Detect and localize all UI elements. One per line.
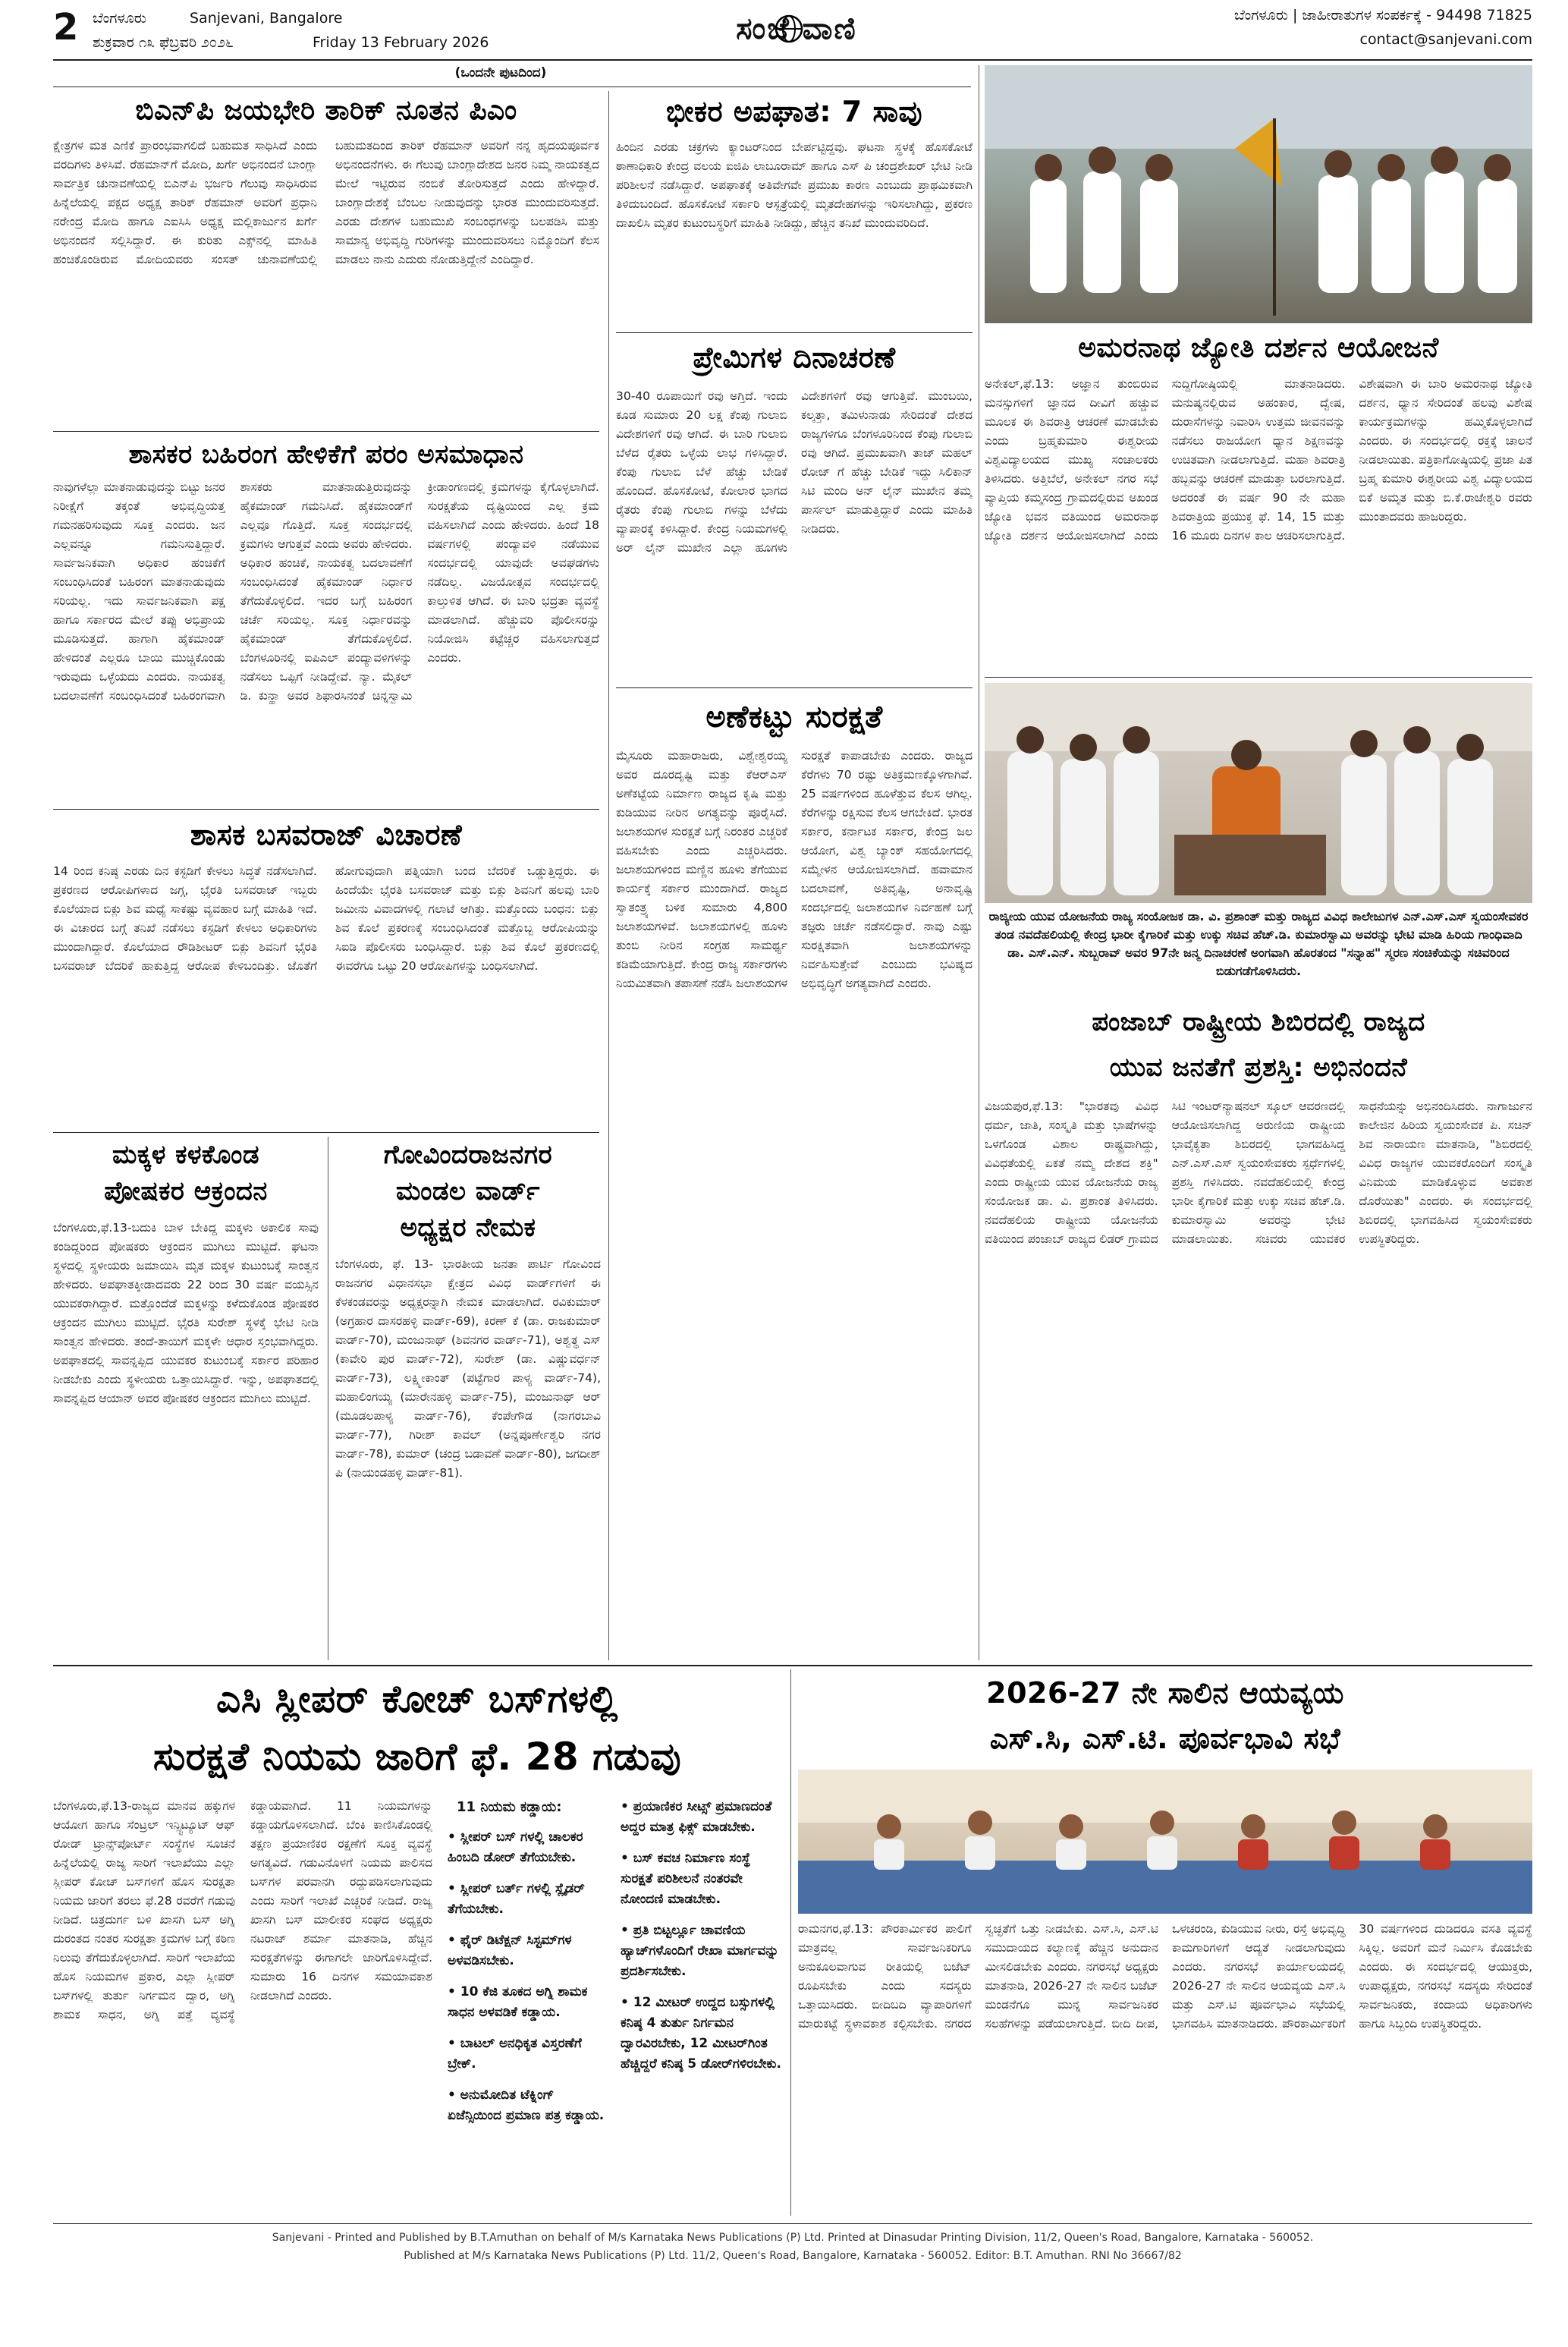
bnp-headline: ಬಿಎನ್‌ಪಿ ಜಯಭೇರಿ ತಾರಿಕ್ ನೂತನ ಪಿಎಂ (135, 95, 517, 126)
footer-line-2: Published at M/s Karnataka News Publications (P) Ltd. 11/2, Queen's Road, Bangalore, Karnataka - 560052. Editor: B.T. Amuthan. RNI No 36667/82 (404, 2250, 1182, 2262)
ward-headline-1: ಗೋವಿಂದರಾಜನಗರ (383, 1140, 553, 1170)
dam-text: ಮೈಸೂರು ಮಹಾರಾಜರು, ವಿಶ್ವೇಶ್ವರಯ್ಯ ಅವರ ದೂರದೃಷ್ಟಿ ಮತ್ತು ಕೆಆರ್‌ಎಸ್ ಅಣೆಕಟ್ಟೆಯ ನಿರ್ಮಾಣ ರಾಜ್ಯದ ಕೃಷಿ ಮತ್ತು ಕುಡಿಯುವ ನೀರಿನ ಅಗತ್ಯವನ್ನು ಪೂರೈಸಿದೆ. ಜಲಾಶಯಗಳ ಸುರಕ್ಷತೆ ಬಗ್ಗೆ ನಿರಂತರ ಎಚ್ಚರಿಕೆ ವಹಿಸಬೇಕು ಎಂದು ಎಚ್ಚರಿಸಿದರು. ಜಲಾಶಯಗಳಿಂದ ಮಣ್ಣಿನ ಹೂಳು ತೆಗೆಯುವ ಕಾರ್ಯಕ್ಕೆ ಸರ್ಕಾರ ಮುಂದಾಗಿದೆ. ರಾಜ್ಯದ ಸ್ವಾತಂತ್ರ್ಯ ಬಳಿಕ ಸುಮಾರು 4,800 ಜಲಾಶಯಗಳಿವೆ. ಜಲಾಶಯಗಳಲ್ಲಿ ಹೂಳು ತುಂಬಿ ನೀರಿನ ಸಂಗ್ರಹ ಸಾಮರ್ಥ್ಯ ಕಡಿಮೆಯಾಗುತ್ತಿದೆ. ಕೇಂದ್ರ ರಾಜ್ಯ ಸರ್ಕಾರಗಳು ನಿಯಮಿತವಾಗಿ ತಪಾಸಣೆ ನಡೆಸಿ ಜಲಾಶಯಗಳ ಸುರಕ್ಷತೆ ಕಾಪಾಡಬೇಕು ಎಂದರು. ರಾಜ್ಯದ ಕೆರೆಗಳು 70 ರಷ್ಟು ಅತಿಕ್ರಮಣಕ್ಕೊಳಗಾಗಿವೆ. 25 ವರ್ಷಗಳಿಂದ ಹೂಳೆತ್ತುವ ಕೆಲಸ ಆಗಿಲ್ಲ. ಕೆರೆಗಳನ್ನು ರಕ್ಷಿಸುವ ಕೆಲಸ ಆಗಬೇಕಿದೆ. ಭಾರತ ಸರ್ಕಾರ, ಕರ್ನಾಟಕ ಸರ್ಕಾರ, ಕೇಂದ್ರ ಜಲ ಆಯೋಗ, ವಿಶ್ವ ಬ್ಯಾಂಕ್ ಸಹಯೋಗದಲ್ಲಿ ಸಮ್ಮೇಳನ ಆಯೋಜಿಸಲಾಗಿದೆ. ಹವಾಮಾನ ಬದಲಾವಣೆ, ಅತಿವೃಷ್ಟಿ, ಅನಾವೃಷ್ಟಿ ಸಂದರ್ಭದಲ್ಲಿ ಜಲಾಶಯಗಳ ನಿರ್ವಹಣೆ ಬಗ್ಗೆ ತಜ್ಞರು ಚರ್ಚೆ ನಡೆಸಲಿದ್ದಾರೆ. ನಾವು ಎಷ್ಟು ಸುರಕ್ಷಿತವಾಗಿ ಜಲಾಶಯಗಳನ್ನು ನಿರ್ವಹಿಸುತ್ತೇವೆ ಎಂಬುದು ಭವಿಷ್ಯದ ಅಭಿವೃದ್ಧಿಗೆ ಅಗತ್ಯವಾಗಿದೆ ಎಂದರು. (616, 749, 973, 990)
nutrition-headline-2: ಪೋಷಕರ ಆಕ್ರಂದನ (104, 1176, 268, 1207)
basavaraj-headline: ಶಾಸಕ ಬಸವರಾಜ್ ವಿಚಾರಣೆ (190, 818, 463, 851)
punjab-headline-2: ಯುವ ಜನತೆಗೆ ಪ್ರಶಸ್ತಿ: ಅಭಿನಂದನೆ (1109, 1052, 1408, 1083)
amarnath-text: ಅನೇಕಲ್,ಫೆ.13: ಅಜ್ಞಾನ ತುಂಬಿರುವ ಮನಸ್ಸುಗಳಿಗೆ ಜ್ಞಾನದ ದೀವಿಗೆ ಹಚ್ಚುವ ಮೂಲಕ ಈ ಶಿವರಾತ್ರಿ ಆಚರಣೆ ಮಾಡಬೇಕು ಎಂದು ಬ್ರಹ್ಮಕುಮಾರಿ ಈಶ್ವರೀಯ ವಿಶ್ವವಿದ್ಯಾಲಯದ ಮುಖ್ಯ ಸಂಚಾಲಕರು ತಿಳಿಸಿದರು. ಅತ್ತಿಬೆಲೆ, ಅನೇಕಲ್ ನಗರ ಸಭೆ ವ್ಯಾಪ್ತಿಯ ಕಮ್ಮಸಂದ್ರ ಗ್ರಾಮದಲ್ಲಿರುವ ಅಖಂಡ ಜ್ಯೋತಿ ಭವನ ವತಿಯಿಂದ ಅಮರನಾಥ ಜ್ಯೋತಿ ದರ್ಶನ ಆಯೋಜಿಸಲಾಗಿದೆ ಎಂದು ಸುದ್ದಿಗೋಷ್ಠಿಯಲ್ಲಿ ಮಾತನಾಡಿದರು. ಮನುಷ್ಯನಲ್ಲಿರುವ ಅಹಂಕಾರ, ದ್ವೇಷ, ದುರಾಸೆಗಳನ್ನು ನಿವಾರಿಸಿ ಉತ್ತಮ ಜೀವನವನ್ನು ನಡೆಸಲು ರಾಜಯೋಗ ಧ್ಯಾನ ಶಿಕ್ಷಣವನ್ನು ಉಚಿತವಾಗಿ ನೀಡಲಾಗುತ್ತಿದೆ. ಮಹಾ ಶಿವರಾತ್ರಿ ಹಬ್ಬವನ್ನು ಆಚರಣೆ ಮಾಡುತ್ತಾ ಬರಲಾಗುತ್ತಿದೆ. ಅದರಂತೆ ಈ ವರ್ಷ 90 ನೇ ಮಹಾ ಶಿವರಾತ್ರಿಯ ಪ್ರಯುಕ್ತ ಫೆ. 14, 15 ಮತ್ತು 16 ಮೂರು ದಿನಗಳ ಕಾಲ ಆಚರಿಸಲಾಗುತ್ತಿದೆ. ವಿಶೇಷವಾಗಿ ಈ ಬಾರಿ ಅಮರನಾಥ ಜ್ಯೋತಿ ದರ್ಶನ, ಧ್ಯಾನ ಸೇರಿದಂತೆ ಹಲವು ವಿಶೇಷ ಕಾರ್ಯಕ್ರಮಗಳನ್ನು ಹಮ್ಮಿಕೊಳ್ಳಲಾಗಿದೆ ಎಂದರು. ಈ ಸಂದರ್ಭದಲ್ಲಿ ರಕ್ತಕ್ಕೆ ಚಾಲನೆ ನೀಡಲಾಯಿತು. ಪತ್ರಿಕಾಗೋಷ್ಠಿಯಲ್ಲಿ ಪ್ರಜಾ ಪಿತ ಬ್ರಹ್ಮ ಕುಮಾರಿ ಈಶ್ವರೀಯ ವಿಶ್ವ ವಿದ್ಯಾಲಯದ ಬಿಕೆ ಅಮೃತ ಮತ್ತು ಬಿ.ಕೆ.ರಾಜೇಶ್ವರಿ ರವರು ಮುಂತಾದವರು ಹಾಜರಿದ್ದರು. (985, 377, 1532, 543)
amarnath-rule (985, 677, 1532, 678)
bus-rules-col-1 (448, 1827, 607, 2137)
budget-meeting-photo (798, 1770, 1532, 1914)
bnp-rule (53, 431, 599, 432)
masthead-rule (53, 59, 1532, 61)
bheekara-text: ಹಿಂದಿನ ಎರಡು ಚಕ್ರಗಳು ಕ್ಯಾಂಟರ್‌ನಿಂದ ಬೇರ್ಪಟ್ಟಿದ್ದವು. ಘಟನಾ ಸ್ಥಳಕ್ಕೆ ಹೊಸಕೋಟೆ ಠಾಣಾಧಿಕಾರಿ ಕೇಂದ್ರ ವಲಯ ಐಜಿಪಿ ಲಾಬೂರಾಮ್ ಹಾಗೂ ಎಸ್ ಪಿ ಚಂದ್ರಶೇಖರ್ ಭೇಟಿ ನೀಡಿ ಪರಿಶೀಲನೆ ನಡೆಸಿದ್ದಾರೆ. ಅಪಘಾತಕ್ಕೆ ಅತಿವೇಗವೇ ಪ್ರಮುಖ ಕಾರಣ ಎಂಬುದು ಪ್ರಾಥಮಿಕವಾಗಿ ತಿಳಿದುಬಂದಿದೆ. ಹೊಸಕೋಟೆ ಸರ್ಕಾರಿ ಆಸ್ಪತ್ರೆಯಲ್ಲಿ ಮೃತದೇಹಗಳನ್ನು ಇರಿಸಲಾಗಿದ್ದು, ಪ್ರಕರಣ ದಾಖಲಿಸಿ ಮೃತರ ಕುಟುಂಬಸ್ಥರಿಗೆ ಮಾಹಿತಿ ನೀಡಿದ್ದು, ಹೆಚ್ಚಿನ ತನಿಖೆ ಮುಂದುವರಿದಿದೆ. (616, 140, 973, 230)
nutrition-headline-1: ಮಕ್ಕಳ ಕಳಕೊಂಡ (112, 1140, 259, 1170)
page-number: 2 (53, 6, 79, 49)
basavaraj-rule (53, 1132, 599, 1133)
mla-headline: ಶಾಸಕರ ಬಹಿರಂಗ ಹೇಳಿಕೆಗೆ ಪರಂ ಅಸಮಾಧಾನ (128, 439, 524, 470)
punjab-photo-caption: ರಾಜ್ಯೀಯ ಯುವ ಯೋಜನೆಯ ರಾಜ್ಯ ಸಂಯೋಜಕ ಡಾ. ವಿ. ಪ್ರಶಾಂತ್ ಮತ್ತು ರಾಜ್ಯದ ವಿವಿಧ ಕಾಲೇಜುಗಳ ಎನ್.ಎಸ್.ಎಸ್ ಸ್ವಯಂಸೇವಕರ ತಂಡ ನವದೆಹಲಿಯಲ್ಲಿ ಕೇಂದ್ರ ಭಾರೀ ಕೈಗಾರಿಕೆ ಮತ್ತು ಉಕ್ಕು ಸಚಿವ ಹೆಚ್.ಡಿ. ಕುಮಾರಸ್ವಾಮಿ ಅವರನ್ನು ಭೇಟಿ ಮಾಡಿ ಹಿರಿಯ ಗಾಂಧಿವಾದಿ ಡಾ. ಎಸ್.ಎನ್. ಸುಬ್ಬರಾವ್ ಅವರ 97ನೇ ಜನ್ಮ ದಿನಾಚರಣೆ ಅಂಗವಾಗಿ ಹೊರತಂದ "ಸನ್ನಾಹ" ಸ್ಮರಣ ಸಂಚಿಕೆಯನ್ನು ಸಚಿವರಿಂದ ಬಿಡುಗಡೆಗೊಳಿಸಿದರು. (988, 909, 1529, 978)
budget-headline-2: ಎಸ್.ಸಿ, ಎಸ್.ಟಿ. ಪೂರ್ವಭಾವಿ ಸಭೆ (989, 1722, 1341, 1755)
mla-rule (53, 809, 599, 810)
minister-meeting-illustration (985, 683, 1532, 903)
logo-text: ಸಂಜೆ ವಾಣಿ (736, 11, 857, 46)
bus-rule-item: • ಸ್ಲೀಪರ್ ಬಸ್ ಗಳಲ್ಲಿ ಚಾಲಕರ ಹಿಂಬದಿ ಡೋರ್ ತೆಗೆಯಬೇಕು. (448, 1829, 583, 1865)
bheekara-headline: ಭೀಕರ ಅಪಘಾತ: 7 ಸಾವು (665, 95, 923, 128)
dam-headline: ಅಣೆಕಟ್ಟು ಸುರಕ್ಷತೆ (705, 700, 883, 735)
meeting-illustration (798, 1770, 1532, 1914)
globe-icon (774, 14, 804, 44)
bus-rule-item: • 12 ಮೀಟರ್ ಉದ್ದದ ಬಸ್ಸುಗಳಲ್ಲಿ ಕನಿಷ್ಠ 4 ತುರ್ತು ನಿರ್ಗಮನ ದ್ವಾರವಿರಬೇಕು, 12 ಮೀಟರ್‌ಗಿಂತ ಹೆಚ್ಚಿದ್ದರೆ ಕನಿಷ್ಠ 5 ಡೋರ್‌ಗಳಿರಬೇಕು. (621, 1995, 781, 2072)
ward-headline-3: ಅಧ್ಯಕ್ಷರ ನೇಮಕ (400, 1213, 536, 1243)
masthead (0, 0, 1568, 62)
bottom-section-rule (53, 1665, 1532, 1666)
bus-budget-divider (790, 1669, 791, 2216)
bus-rules-col-2 (621, 1797, 781, 2085)
bheekara-rule (616, 332, 973, 333)
ward-headline-2: ಮಂಡಲ ವಾರ್ಡ್ (395, 1176, 541, 1207)
punjab-text: ವಿಜಯಪುರ,ಫೆ.13: "ಭಾರತವು ವಿವಿಧ ಧರ್ಮ, ಜಾತಿ, ಸಂಸ್ಕೃತಿ ಮತ್ತು ಭಾಷೆಗಳನ್ನು ಒಳಗೊಂಡ ವಿಶಾಲ ರಾಷ್ಟ್ರವಾಗಿದ್ದು, ವಿವಿಧತೆಯಲ್ಲಿ ಏಕತೆ ನಮ್ಮ ದೇಶದ ಶಕ್ತಿ" ಎಂದು ರಾಷ್ಟ್ರೀಯ ಯುವ ಯೋಜನೆಯ ರಾಜ್ಯ ಸಂಯೋಜಕ ಡಾ. ವಿ. ಪ್ರಶಾಂತ ತಿಳಿಸಿದರು. ನವದೆಹಲಿಯ ರಾಷ್ಟ್ರೀಯ ಯೋಜನೆಯ ವತಿಯಿಂದ ಪಂಜಾಬ್ ರಾಜ್ಯದ ಲಿಡರ್ ಗ್ರಾಮದ ಸಿಟಿ ಇಂಟರ್‌ನ್ಯಾಷನಲ್ ಸ್ಕೂಲ್ ಆವರಣದಲ್ಲಿ ಆಯೋಜಿಸಲಾಗಿದ್ದ ಅರುಣಿಯ ರಾಷ್ಟ್ರೀಯ ಭಾವೈಕ್ಯತಾ ಶಿಬಿರದಲ್ಲಿ ಭಾಗವಹಿಸಿದ್ದ ಎನ್.ಎಸ್.ಎಸ್ ಸ್ವಯಂಸೇವಕರು ಸ್ಪರ್ಧೆಗಳಲ್ಲಿ ಪ್ರಶಸ್ತಿ ಗಳಿಸಿದರು. ನವದೆಹಲಿಯಲ್ಲಿ ಕೇಂದ್ರ ಭಾರೀ ಕೈಗಾರಿಕೆ ಮತ್ತು ಉಕ್ಕು ಸಚಿವ ಹೆಚ್.ಡಿ. ಕುಮಾರಸ್ವಾಮಿ ಅವರನ್ನು ಭೇಟಿ ಮಾಡಲಾಯಿತು. ಸಚಿವರು ಯುವಕರ ಸಾಧನೆಯನ್ನು ಅಭಿನಂದಿಸಿದರು. ನಾಗಾರ್ಜುನ ಕಾಲೇಜಿನ ಹಿರಿಯ ಸ್ವಯಂಸೇವಕ ಪಿ. ಸಚಿನ್ ಶಿವ ನಾರಾಯಣ ಮಾತನಾಡಿ, "ಶಿಬಿರದಲ್ಲಿ ವಿವಿಧ ರಾಜ್ಯಗಳ ಯುವಕರೊಂದಿಗೆ ಸಂಸ್ಕೃತಿ ವಿನಿಮಯ ಮಾಡಿಕೊಳ್ಳುವ ಅವಕಾಶ ದೊರೆಯಿತು" ಎಂದರು. ಈ ಸಂದರ್ಭದಲ್ಲಿ ಶಿಬಿರದಲ್ಲಿ ಭಾಗವಹಿಸಿದ ಸ್ವಯಂಸೇವಕರು ಉಪಸ್ಥಿತರಿದ್ದರು. (985, 1100, 1532, 1246)
bus-headline-1: ಎಸಿ ಸ್ಲೀಪರ್ ಕೋಚ್ ಬಸ್‌ಗಳಲ್ಲಿ (216, 1677, 618, 1721)
punjab-headline-1: ಪಂಜಾಬ್ ರಾಷ್ಟ್ರೀಯ ಶಿಬಿರದಲ್ಲಿ ರಾಜ್ಯದ (1092, 1007, 1425, 1037)
city-label: ಬೆಂಗಳೂರು (93, 10, 146, 27)
basavaraj-text: 14 ರಿಂದ ಕನಿಷ್ಠ ಎರಡು ದಿನ ಕಸ್ಟಡಿಗೆ ಕೇಳಲು ಸಿದ್ಧತೆ ನಡೆಸಲಾಗಿದೆ. ಪ್ರಕರಣದ ಆರೋಪಿಗಳಾದ ಜಗ್ಗ, ಭೈರತಿ ಬಸವರಾಜ್ ಇಬ್ಬರು ಕೊಲೆಯಾದ ಬಿಕ್ಲು ಶಿವ ಮಧ್ಯೆ ಸಾಕಷ್ಟು ವ್ಯವಹಾರ ಬಗ್ಗೆ ಮಾಹಿತಿ ಇದೆ. ಈ ವಿಚಾರದ ಬಗ್ಗೆ ತನಿಖೆ ನಡೆಸಲು ಕಸ್ಟಡಿಗೆ ಕೇಳಲು ಅಧಿಕಾರಿಗಳು ಮುಂದಾಗಿದ್ದಾರೆ. ಕೊಲೆಯಾದ ರೌಡಿಶೀಟರ್ ಬಿಕ್ಲು ಶಿವನಿಗೆ ಭೈರತಿ ಬಸವರಾಜ್ ಬೆದರಿಕೆ ಹಾಕುತ್ತಿದ್ದ ಆರೋಪ ಕೇಳಿಬಂದಿತ್ತು. ಜೊತೆಗೆ ಹೋಗುವುದಾಗಿ ಪತ್ನಿಯಾಗಿ ಬಂದ ಬೆದರಿಕೆ ಒಡ್ಡುತ್ತಿದ್ದರು. ಈ ಹಿಂದೆಯೇ ಭೈರತಿ ಬಸವರಾಜ್ ಮತ್ತು ಬಿಕ್ಲು ಶಿವನಿಗೆ ಹಲವು ಬಾರಿ ಜಮೀನು ವಿವಾದಗಳಲ್ಲಿ ಗಲಾಟೆ ಆಗಿತ್ತು. ಮತ್ತೊಂದು ಬಂಧನ: ಬಿಕ್ಲು ಶಿವ ಕೊಲೆ ಪ್ರಕರಣಕ್ಕೆ ಸಂಬಂಧಿಸಿದಂತೆ ಮತ್ತೊಬ್ಬ ಆರೋಪಿಯನ್ನು ಸಿಐಡಿ ಪೊಲೀಸರು ಬಂಧಿಸಿದ್ದಾರೆ. ಬಿಕ್ಲು ಶಿವ ಕೊಲೆ ಪ್ರಕರಣದಲ್ಲಿ ಈವರೆಗೂ ಒಟ್ಟು 20 ಆರೋಪಿಗಳನ್ನು ಬಂಧಿಸಲಾಗಿದೆ. (53, 864, 599, 973)
budget-text: ರಾಮನಗರ,ಫೆ.13: ಪೌರಕಾರ್ಮಿಕರ ಪಾಲಿಗೆ ಮಾತ್ರವಲ್ಲ ಸಾರ್ವಜನಿಕರಿಗೂ ಅನುಕೂಲವಾಗುವ ರೀತಿಯಲ್ಲಿ ಬಜೆಟ್ ರೂಪಿಸಬೇಕು ಎಂದು ಸದಸ್ಯರು ಒತ್ತಾಯಿಸಿದರು. ಬೀದಿಬದಿ ವ್ಯಾಪಾರಿಗಳಿಗೆ ಮಾರುಕಟ್ಟೆ ಸ್ಥಳಾವಕಾಶ ಕಲ್ಪಿಸಬೇಕು. ನಗರದ ಸ್ವಚ್ಛತೆಗೆ ಒತ್ತು ನೀಡಬೇಕು. ಎಸ್.ಸಿ, ಎಸ್.ಟಿ ಸಮುದಾಯದ ಕಲ್ಯಾಣಕ್ಕೆ ಹೆಚ್ಚಿನ ಅನುದಾನ ಮೀಸಲಿಡಬೇಕು ಎಂದರು. ನಗರಸಭೆ ಅಧ್ಯಕ್ಷರು ಮಾತನಾಡಿ, 2026-27 ನೇ ಸಾಲಿನ ಬಜೆಟ್ ಮಂಡನೆಗೂ ಮುನ್ನ ಸಾರ್ವಜನಿಕರ ಸಲಹೆಗಳನ್ನು ಪಡೆಯಲಾಗುತ್ತಿದೆ. ಬೀದಿ ದೀಪ, ಒಳಚರಂಡಿ, ಕುಡಿಯುವ ನೀರು, ರಸ್ತೆ ಅಭಿವೃದ್ಧಿ ಕಾಮಗಾರಿಗಳಿಗೆ ಆದ್ಯತೆ ನೀಡಲಾಗುವುದು ಎಂದರು. ನಗರಸಭೆ ಕಾರ್ಯಾಲಯದಲ್ಲಿ 2026-27 ನೇ ಸಾಲಿನ ಆಯವ್ಯಯ ಎಸ್.ಸಿ ಮತ್ತು ಎಸ್.ಟಿ ಪೂರ್ವಭಾವಿ ಸಭೆಯಲ್ಲಿ ಭಾಗವಹಿಸಿ ಮಾತನಾಡಿದರು. ಪೌರಕಾರ್ಮಿಕರಿಗೆ 30 ವರ್ಷಗಳಿಂದ ದುಡಿದರೂ ವಸತಿ ವ್ಯವಸ್ಥೆ ಸಿಕ್ಕಿಲ್ಲ. ಅವರಿಗೆ ಮನೆ ನಿರ್ಮಿಸಿ ಕೊಡಬೇಕು ಎಂದರು. ಈ ಸಂದರ್ಭದಲ್ಲಿ ಆಯುಕ್ತರು, ಉಪಾಧ್ಯಕ್ಷರು, ನಗರಸಭೆ ಸದಸ್ಯರು ಸೇರಿದಂತೆ ಸಾರ್ವಜನಿಕರು, ಕಂದಾಯ ಅಧಿಕಾರಿಗಳು ಹಾಗೂ ಸಿಬ್ಬಂದಿ ಉಪಸ್ಥಿತರಿದ್ದರು. (798, 1922, 1532, 2031)
valentine-text: 30-40 ರೂಪಾಯಿಗೆ ರವು ಅಗ್ತಿದೆ. ಇಂದು ಕೂಡ ಸುಮಾರು 20 ಲಕ್ಷ ಕೆಂಪು ಗುಲಾಬಿ ವಿದೇಶಗಳಿಗೆ ರವು ಆಗಿದೆ. ಈ ಬಾರಿ ಗುಲಾಬಿ ಬೆಳೆದ ರೈತರು ಒಳ್ಳೆಯ ಲಾಭ ಗಳಿಸಿದ್ದಾರೆ. ಕೆಂಪು ಗುಲಾಬಿ ಬೆಳೆ ಹೆಚ್ಚು ಬೇಡಿಕೆ ಹೊಂದಿದೆ. ಹೊಸಕೋಟೆ, ಕೋಲಾರ ಭಾಗದ ರೈತರು ಕೆಂಪು ಗುಲಾಬಿ ಗಳನ್ನು ಬೆಳೆದು ವ್ಯಾಪಾರಕ್ಕೆ ಕಳಿಸಿದ್ದಾರೆ. ಕೇಂದ್ರ ನಿಯಮಗಳಲ್ಲಿ ಅರ್ ಲೈನ್ ಮುಖೇನ ಎಲ್ಲಾ ಹೂಗಳು ವಿದೇಶಗಳಿಗೆ ರವು ಆಗುತ್ತಿವೆ. ಮುಂಬಯಿ, ಕಲ್ಕತ್ತಾ, ತಮಿಳುನಾಡು ಸೇರಿದಂತೆ ದೇಶದ ರಾಜ್ಯಗಳಿಗೂ ಬೆಂಗಳೂರಿನಿಂದ ಕೆಂಪು ಗುಲಾಬಿ ರವು ಆಗಿದೆ. ಪ್ರಮುಖವಾಗಿ ತಾಜ್ ಮಹಲ್ ರೋಜ್ ಗೆ ಹೆಚ್ಚು ಬೇಡಿಕೆ ಇದ್ದು ಸಿಲಿಕಾನ್ ಸಿಟಿ ಮಂದಿ ಅನ್ ಲೈನ್ ಮುಖೇನ ತಮ್ಮ ಪಾರ್ಸಲ್ ಮಾಡುತ್ತಿದ್ದಾರೆ ಎಂದು ಮಾಹಿತಿ ನೀಡಿದರು. (616, 389, 973, 555)
nutrition-text: ಬೆಂಗಳೂರು,ಫೆ.13-ಬದುಕಿ ಬಾಳ ಬೇಕಿದ್ದ ಮಕ್ಕಳು ಅಕಾಲಿಕ ಸಾವು ಕಂಡಿದ್ದರಿಂದ ಪೋಷಕರು ಆಕ್ರಂದನ ಮುಗಿಲು ಮುಟ್ಟಿದೆ. ಘಟನಾ ಸ್ಥಳದಲ್ಲಿ ಸ್ಥಳೀಯರು ಜಮಾಯಿಸಿ ಮೃತ ಮಕ್ಕಳ ಕುಟುಂಬಕ್ಕೆ ಸಾಂತ್ವನ ಹೇಳಿದರು. ಅಪಘಾತಕ್ಕೀಡಾದವರು 22 ರಿಂದ 30 ವರ್ಷ ವಯಸ್ಸಿನ ಯುವಕರಾಗಿದ್ದಾರೆ. ಮತ್ತೊಂದೆಡೆ ಮಕ್ಕಳನ್ನು ಕಳೆದುಕೊಂಡ ಪೋಷಕರ ಆಕ್ರಂದನ ಮುಗಿಲು ಮುಟ್ಟಿದೆ. ಭೈರತಿ ಸುರೇಶ್ ಸ್ಥಳಕ್ಕೆ ಭೇಟಿ ನೀಡಿ ಸಾಂತ್ವನ ಹೇಳಿದರು. ತಂದೆ-ತಾಯಿಗೆ ಮಕ್ಕಳೇ ಆಧಾರ ಸ್ತಂಭವಾಗಿದ್ದರು. ಅಪಘಾತದಲ್ಲಿ ಸಾವನ್ನಪ್ಪಿದ ಯುವಕರ ಕುಟುಂಬಕ್ಕೆ ಸರ್ಕಾರ ಪರಿಹಾರ ನೀಡಬೇಕು ಎಂದು ಸ್ಥಳೀಯರು ಒತ್ತಾಯಿಸಿದ್ದಾರೆ. ಇನ್ನು, ಅಪಘಾತದಲ್ಲಿ ಸಾವನ್ನಪ್ಪಿದ ಆಯಾನ್ ಅವರ ಪೋಷಕರ ಆಕ್ರಂದನ ಮುಗಿಲು ಮುಟ್ಟಿದೆ. (53, 1221, 319, 1405)
bus-rule-item: • ಅನುಮೋದಿತ ಟೆಕ್ನಿಂಗ್ ಏಜೆನ್ಸಿಯಿಂದ ಪ್ರಮಾಣ ಪತ್ರ ಕಡ್ಡಾಯ. (448, 2087, 605, 2123)
date-label: Friday 13 February 2026 (313, 34, 489, 51)
footer-line-1: Sanjevani - Printed and Published by B.T.Amuthan on behalf of M/s Karnataka News Publications (P) Ltd. Printed at Dinasudar Printing Division, 11/2, Queen's Road, Bangalore, Karnataka - 560052. (272, 2232, 1314, 2244)
bus-rule-item: • ಬಾಟಲ್ ಅನಧಿಕೃತ ವಿಸ್ತರಣೆಗೆ ಬ್ರೇಕ್. (448, 2036, 582, 2072)
bus-rule-item: • ಸ್ಲೀಪರ್ ಬರ್ತ್ ಗಳಲ್ಲಿ ಸ್ಲೈಡರ್ ತೆಗೆಯಬೇಕು. (448, 1881, 585, 1917)
bus-headline-2: ಸುರಕ್ಷತೆ ನಿಯಮ ಜಾರಿಗೆ ಫೆ. 28 ಗಡುವು (152, 1735, 682, 1779)
bus-rule-item: • ಪ್ರಯಾಣಿಕರ ಸೀಟ್ಸ್ ಪ್ರಮಾಣದಂತೆ ಅದ್ದರ ಮಾತ್ರ ಫಿಕ್ಸ್ ಮಾಡಬೇಕು. (621, 1799, 772, 1835)
continued-label: (ಒಂದನೇ ಪುಟದಿಂದ) (454, 65, 547, 80)
edition-label: Sanjevani, Bangalore (190, 10, 343, 27)
amarnath-headline: ಅಮರನಾಥ ಜ್ಯೋತಿ ದರ್ಶನ ಆಯೋಜನೆ (1078, 332, 1439, 363)
valentine-headline: ಪ್ರೇಮಿಗಳ ದಿನಾಚರಣೆ (693, 341, 896, 374)
bus-rules-title: 11 ನಿಯಮ ಕಡ್ಡಾಯ: (457, 1799, 562, 1815)
punjab-photo (985, 683, 1532, 903)
bus-rule-item: • ಫೈರ್ ಡಿಟೆಕ್ಷನ್ ಸಿಸ್ಟಮ್‌ಗಳ ಅಳವಡಿಸಬೇಕು. (448, 1933, 572, 1968)
bus-rule-item: • ಬಸ್ ಕವಚ ನಿರ್ಮಾಣ ಸಂಸ್ಥೆ ಸುರಕ್ಷತೆ ಪರಿಶೀಲನೆ ನಂತರವೇ ನೋಂದಣಿ ಮಾಡಬೇಕು. (621, 1851, 751, 1907)
col-divider-1 (608, 91, 609, 1660)
amarnath-photo (985, 65, 1532, 323)
bnp-text: ಕ್ಷೇತ್ರಗಳ ಮತ ಎಣಿಕೆ ಪ್ರಾರಂಭವಾಗಲಿದೆ ಬಹುಮತ ಸಾಧಿಸಿದೆ ಎಂದು ವರದಿಗಳು ತಿಳಿಸಿವೆ. ರೆಹಮಾನ್‌ಗೆ ಮೋದಿ, ಖರ್ಗೆ ಅಭಿನಂದನೆ ಬಾಂಗ್ಲಾ ಸಾರ್ವತ್ರಿಕ ಚುನಾವಣೆಯಲ್ಲಿ ಬಿಎನ್‌ಪಿ ಭರ್ಜರಿ ಗೆಲುವು ಸಾಧಿಸಿರುವ ಹಿನ್ನೆಲೆಯಲ್ಲಿ ಪಕ್ಷದ ಅಧ್ಯಕ್ಷ ತಾರಿಕ್ ರೆಹಮಾನ್ ಅವರಿಗೆ ಪ್ರಧಾನಿ ನರೇಂದ್ರ ಮೋದಿ ಹಾಗೂ ಎಐಸಿಸಿ ಅಧ್ಯಕ್ಷ ಮಲ್ಲಿಕಾರ್ಜುನ ಖರ್ಗೆ ಅಭಿನಂದನೆ ಸಲ್ಲಿಸಿದ್ದಾರೆ. ಈ ಕುರಿತು ಎಕ್ಸ್‌ನಲ್ಲಿ ಮಾಹಿತಿ ಹಂಚಿಕೊಂಡಿರುವ ಮೋದಿಯವರು ಸಂಸತ್ ಚುನಾವಣೆಯಲ್ಲಿ ಬಹುಮತದಿಂದ ತಾರಿಕ್ ರೆಹಮಾನ್ ಅವರಿಗೆ ನನ್ನ ಹೃದಯಪೂರ್ವಕ ಅಭಿನಂದನೆಗಳು. ಈ ಗೆಲುವು ಬಾಂಗ್ಲಾದೇಶದ ಜನರ ನಿಮ್ಮ ನಾಯಕತ್ವದ ಮೇಲೆ ಇಟ್ಟಿರುವ ನಂಬಿಕೆ ತೋರಿಸುತ್ತದೆ ಎಂದು ಹೇಳಿದ್ದಾರೆ. ಬಾಂಗ್ಲಾದೇಶಕ್ಕೆ ಬೆಂಬಲ ನೀಡುವುದನ್ನು ಭಾರತ ಮುಂದುವರಿಸುತ್ತದೆ. ಎರಡು ದೇಶಗಳ ಬಹುಮುಖಿ ಸಂಬಂಧಗಳನ್ನು ಬಲಪಡಿಸಿ ಮತ್ತು ಸಾಮಾನ್ಯ ಅಭಿವೃದ್ಧಿ ಗುರಿಗಳನ್ನು ಮುಂದುವರಿಸಲು ನಿಮ್ಮೊಂದಿಗೆ ಕೆಲಸ ಮಾಡಲು ನಾನು ಎದುರು ನೋಡುತ್ತಿದ್ದೇನೆ ಎಂದಿದ್ದಾರೆ. (53, 139, 599, 266)
bus-rule-item: • 10 ಕೆಜಿ ತೂಕದ ಅಗ್ನಿ ಶಾಮಕ ಸಾಧನ ಅಳವಡಿಕೆ ಕಡ್ಡಾಯ. (448, 1984, 588, 2020)
bus-rules-box (448, 1797, 781, 2214)
valentine-rule (616, 687, 973, 688)
group-photo-illustration (985, 65, 1532, 323)
budget-headline-1: 2026-27 ನೇ ಸಾಲಿನ ಆಯವ್ಯಯ (986, 1676, 1344, 1710)
masthead-logo (660, 5, 933, 53)
mla-text: ನಾವುಗಳೆಲ್ಲಾ ಮಾತನಾಡುವುದನ್ನು ಬಿಟ್ಟು ಜನರ ನಿರೀಕ್ಷೆಗೆ ತಕ್ಕಂತೆ ಅಭಿವೃದ್ಧಿಯತ್ತ ಗಮನಹರಿಸುವುದು ಸೂಕ್ತ ಎಂದರು. ಜನ ಎಲ್ಲವನ್ನೂ ಗಮನಿಸುತ್ತಿದ್ದಾರೆ. ಸಾರ್ವಜನಿಕವಾಗಿ ಅಧಿಕಾರ ಹಂಚಿಕೆಗೆ ಸಂಬಂಧಿಸಿದಂತೆ ಬಹಿರಂಗ ಮಾತನಾಡುವುದು ಸರಿಯಲ್ಲ. ಇದು ಸಾರ್ವಜನಿಕವಾಗಿ ಪಕ್ಷ ಹಾಗೂ ಸರ್ಕಾರದ ಮೇಲೆ ತಪ್ಪು ಅಭಿಪ್ರಾಯ ಮೂಡಿಸುತ್ತದೆ. ಹಾಗಾಗಿ ಹೈಕಮಾಂಡ್ ಹೇಳಿದಂತೆ ಎಲ್ಲರೂ ಬಾಯಿ ಮುಚ್ಚಿಕೊಂಡು ಇರುವುದು ಒಳ್ಳೆಯದು ಎಂದರು. ನಾಯಕತ್ವ ಬದಲಾವಣೆಗೆ ಸಂಬಂಧಿಸಿದಂತೆ ಬಹಿರಂಗವಾಗಿ ಶಾಸಕರು ಮಾತನಾಡುತ್ತಿರುವುದನ್ನು ಹೈಕಮಾಂಡ್ ಗಮನಿಸಿದೆ. ಹೈಕಮಾಂಡ್‌ಗೆ ಎಲ್ಲವೂ ಗೊತ್ತಿದೆ. ಸೂಕ್ತ ಸಂದರ್ಭದಲ್ಲಿ ಕ್ರಮಗಳು ಆಗುತ್ತವೆ ಎಂದು ಅವರು ಹೇಳಿದರು. ಅಧಿಕಾರ ಹಂಚಿಕೆ, ನಾಯಕತ್ವ ಬದಲಾವಣೆಗೆ ಸಂಬಂಧಿಸಿದಂತೆ ಹೈಕಮಾಂಡ್ ನಿರ್ಧಾರ ತೆಗೆದುಕೊಳ್ಳಲಿದೆ. ಇದರ ಬಗ್ಗೆ ಬಹಿರಂಗ ಚರ್ಚೆ ಸರಿಯಲ್ಲ. ಸೂಕ್ತ ನಿರ್ಧಾರವನ್ನು ಹೈಕಮಾಂಡ್ ತೆಗೆದುಕೊಳ್ಳಲಿದೆ. ಬೆಂಗಳೂರಿನಲ್ಲಿ ಐಪಿಎಲ್ ಪಂದ್ಯಾವಳಿಗಳನ್ನು ನಡೆಸಲು ಒಪ್ಪಿಗೆ ನೀಡಿದ್ದೇವೆ. ನ್ಯಾ. ಮೈಕಲ್ ಡಿ. ಕುನ್ಹಾ ಅವರ ಶಿಫಾರಸಿನಂತೆ ಚಿನ್ನಸ್ವಾಮಿ ಕ್ರೀಡಾಂಗಣದಲ್ಲಿ ಕ್ರಮಗಳನ್ನು ಕೈಗೊಳ್ಳಲಾಗಿದೆ. ಸುರಕ್ಷತೆಯ ದೃಷ್ಟಿಯಿಂದ ಎಲ್ಲ ಕ್ರಮ ವಹಿಸಲಾಗಿದೆ ಎಂದು ಹೇಳಿದರು. ಹಿಂದೆ 18 ವರ್ಷಗಳಲ್ಲಿ ಪಂದ್ಯಾವಳಿ ನಡೆಯುವ ಸಂದರ್ಭದಲ್ಲಿ ಯಾವುದೇ ಅವಘಡಗಳು ನಡೆದಿಲ್ಲ. ವಿಜಯೋತ್ಸವ ಸಂದರ್ಭದಲ್ಲಿ ಕಾಲ್ತುಳಿತ ಆಗಿದೆ. ಈ ಬಾರಿ ಭದ್ರತಾ ವ್ಯವಸ್ಥೆ ಮಾಡಲಾಗಿದೆ. ಹೆಚ್ಚುವರಿ ಪೊಲೀಸರನ್ನು ನಿಯೋಜಿಸಿ ಕಟ್ಟೆಚ್ಚರ ವಹಿಸಲಾಗುತ್ತದೆ ಎಂದರು. (53, 480, 599, 703)
footer-rule (53, 2223, 1532, 2224)
contact-email[interactable]: contact@sanjevani.com (1359, 31, 1532, 48)
weekday-kn-date: ಶುಕ್ರವಾರ ೧೩ ಫೆಬ್ರವರಿ ೨೦೨೬ (93, 34, 234, 51)
bus-rule-item: • ಪ್ರತಿ ಬಿಟ್ಟರ್ಲ್ಲೂ ಚಾವಣಿಯ ಹ್ಯಾಚ್‌ಗಳೊಂದಿಗೆ ರೇಖಾ ಮಾರ್ಗವನ್ನು ಪ್ರದರ್ಶಿಸಬೇಕು. (621, 1923, 779, 1979)
ward-text: ಬೆಂಗಳೂರು, ಫೆ. 13- ಭಾರತೀಯ ಜನತಾ ಪಾರ್ಟಿ ಗೋವಿಂದ ರಾಜನಗರ ವಿಧಾನಸಭಾ ಕ್ಷೇತ್ರದ ವಿವಿಧ ವಾರ್ಡ್‌ಗಳಿಗೆ ಈ ಕೆಳಕಂಡವರನ್ನು ಅಧ್ಯಕ್ಷರನ್ನಾಗಿ ನೇಮಕ ಮಾಡಲಾಗಿದೆ. ರವಿಕುಮಾರ್ (ಅಗ್ರಹಾರ ದಾಸರಹಳ್ಳಿ ವಾರ್ಡ್-69), ಕಿರಣ್ ಕೆ (ಡಾ. ರಾಜಕುಮಾರ್ ವಾರ್ಡ್-70), ಮಂಜುನಾಥ್ (ಶಿವನಗರ ವಾರ್ಡ್-71), ಅಶ್ವತ್ಥ ಎಸ್ (ಕಾವೇರಿ ಪುರ ವಾರ್ಡ್-72), ಸುರೇಶ್ (ಡಾ. ವಿಷ್ಣುವರ್ಧನ್ ವಾರ್ಡ್-73), ಲಕ್ಷ್ಮೀಕಾಂತ್ (ಪಟ್ಟೆಗಾರ ಪಾಳ್ಯ ವಾರ್ಡ್-74), ಮಹಾಲಿಂಗಯ್ಯ (ಮಾರೇನಹಳ್ಳಿ ವಾರ್ಡ್-75), ಮಂಜುನಾಥ್ ಆರ್ (ಮೂಡಲಪಾಳ್ಯ ವಾರ್ಡ್-76), ಕೆಂಪೇಗೌಡ (ನಾಗರಬಾವಿ ವಾರ್ಡ್-77), ಗಿರೀಶ್ ಕಾವಲ್ (ಅನ್ನಪೂರ್ಣೇಶ್ವರಿ ನಗರ ವಾರ್ಡ್-78), ಕುಮಾರ್ (ಚಂದ್ರ ಬಡಾವಣೆ ವಾರ್ಡ್-80), ಜಗದೀಶ್ ಪಿ (ನಾಯಂಡಹಳ್ಳಿ ವಾರ್ಡ್-81). (335, 1257, 601, 1480)
advert-contact: ಬೆಂಗಳೂರು | ಜಾಹೀರಾತುಗಳ ಸಂಪರ್ಕಕ್ಕೆ - 94498 71825 (1233, 7, 1532, 24)
bus-text: ಬೆಂಗಳೂರು,ಫೆ.13-ರಾಜ್ಯದ ಮಾನವ ಹಕ್ಕುಗಳ ಆಯೋಗ ಹಾಗೂ ಸೆಂಟ್ರಲ್ ಇನ್ಸ್ಟಿಟ್ಯೂಟ್ ಆಫ್ ರೋಡ್ ಟ್ರಾನ್ಸ್‌ಪೋರ್ಟ್ ಸಂಸ್ಥೆಗಳ ಸೂಚನೆ ಹಿನ್ನೆಲೆಯಲ್ಲಿ ರಾಜ್ಯ ಸಾರಿಗೆ ಇಲಾಖೆಯು ಎಲ್ಲಾ ಸ್ಲೀಪರ್ ಕೋಚ್ ಬಸ್‌ಗಳಿಗೆ ಹೊಸ ಸುರಕ್ಷತಾ ನಿಯಮ ಜಾರಿಗೆ ತರಲು ಫೆ.28 ರವರೆಗೆ ಗಡುವು ನೀಡಿದೆ. ಚಿತ್ರದುರ್ಗ ಬಳಿ ಖಾಸಗಿ ಬಸ್ ಅಗ್ನಿ ದುರಂತದ ನಂತರ ಸುರಕ್ಷತಾ ಕ್ರಮಗಳ ಬಗ್ಗೆ ಕಠಿಣ ನಿಲುವು ತೆಗೆದುಕೊಳ್ಳಲಾಗಿದೆ. ಸಾರಿಗೆ ಇಲಾಖೆಯ ಹೊಸ ನಿಯಮಗಳ ಪ್ರಕಾರ, ಎಲ್ಲಾ ಸ್ಲೀಪರ್ ಬಸ್‌ಗಳಲ್ಲಿ ತುರ್ತು ನಿರ್ಗಮನ ದ್ವಾರ, ಅಗ್ನಿ ಶಾಮಕ ಸಾಧನ, ಅಗ್ನಿ ಪತ್ತೆ ವ್ಯವಸ್ಥೆ ಕಡ್ಡಾಯವಾಗಿದೆ. 11 ನಿಯಮಗಳನ್ನು ಕಡ್ಡಾಯಗೊಳಿಸಲಾಗಿದೆ. ಬೆಂಕಿ ಕಾಣಿಸಿಕೊಂಡಲ್ಲಿ ತಕ್ಷಣ ಪ್ರಯಾಣಿಕರ ರಕ್ಷಣೆಗೆ ಸೂಕ್ತ ವ್ಯವಸ್ಥೆ ಅಗತ್ಯವಿದೆ. ಗಡುವಿನೊಳಗೆ ನಿಯಮ ಪಾಲಿಸದ ಬಸ್‌ಗಳ ಪರವಾನಗಿ ರದ್ದುಪಡಿಸಲಾಗುವುದು ಎಂದು ಸಾರಿಗೆ ಇಲಾಖೆ ಎಚ್ಚರಿಕೆ ನೀಡಿದೆ. ರಾಜ್ಯ ಖಾಸಗಿ ಬಸ್ ಮಾಲೀಕರ ಸಂಘದ ಅಧ್ಯಕ್ಷರು ನಟರಾಜ್ ಶರ್ಮಾ ಮಾತನಾಡಿ, ಹೆಚ್ಚಿನ ಸುರಕ್ಷತೆಗಳನ್ನು ಈಗಾಗಲೇ ಜಾರಿಗೊಳಿಸಿದ್ದೇವೆ. ಸುಮಾರು 16 ದಿನಗಳ ಸಮಯಾವಕಾಶ ನೀಡಲಾಗಿದೆ ಎಂದರು. (53, 1799, 432, 2021)
